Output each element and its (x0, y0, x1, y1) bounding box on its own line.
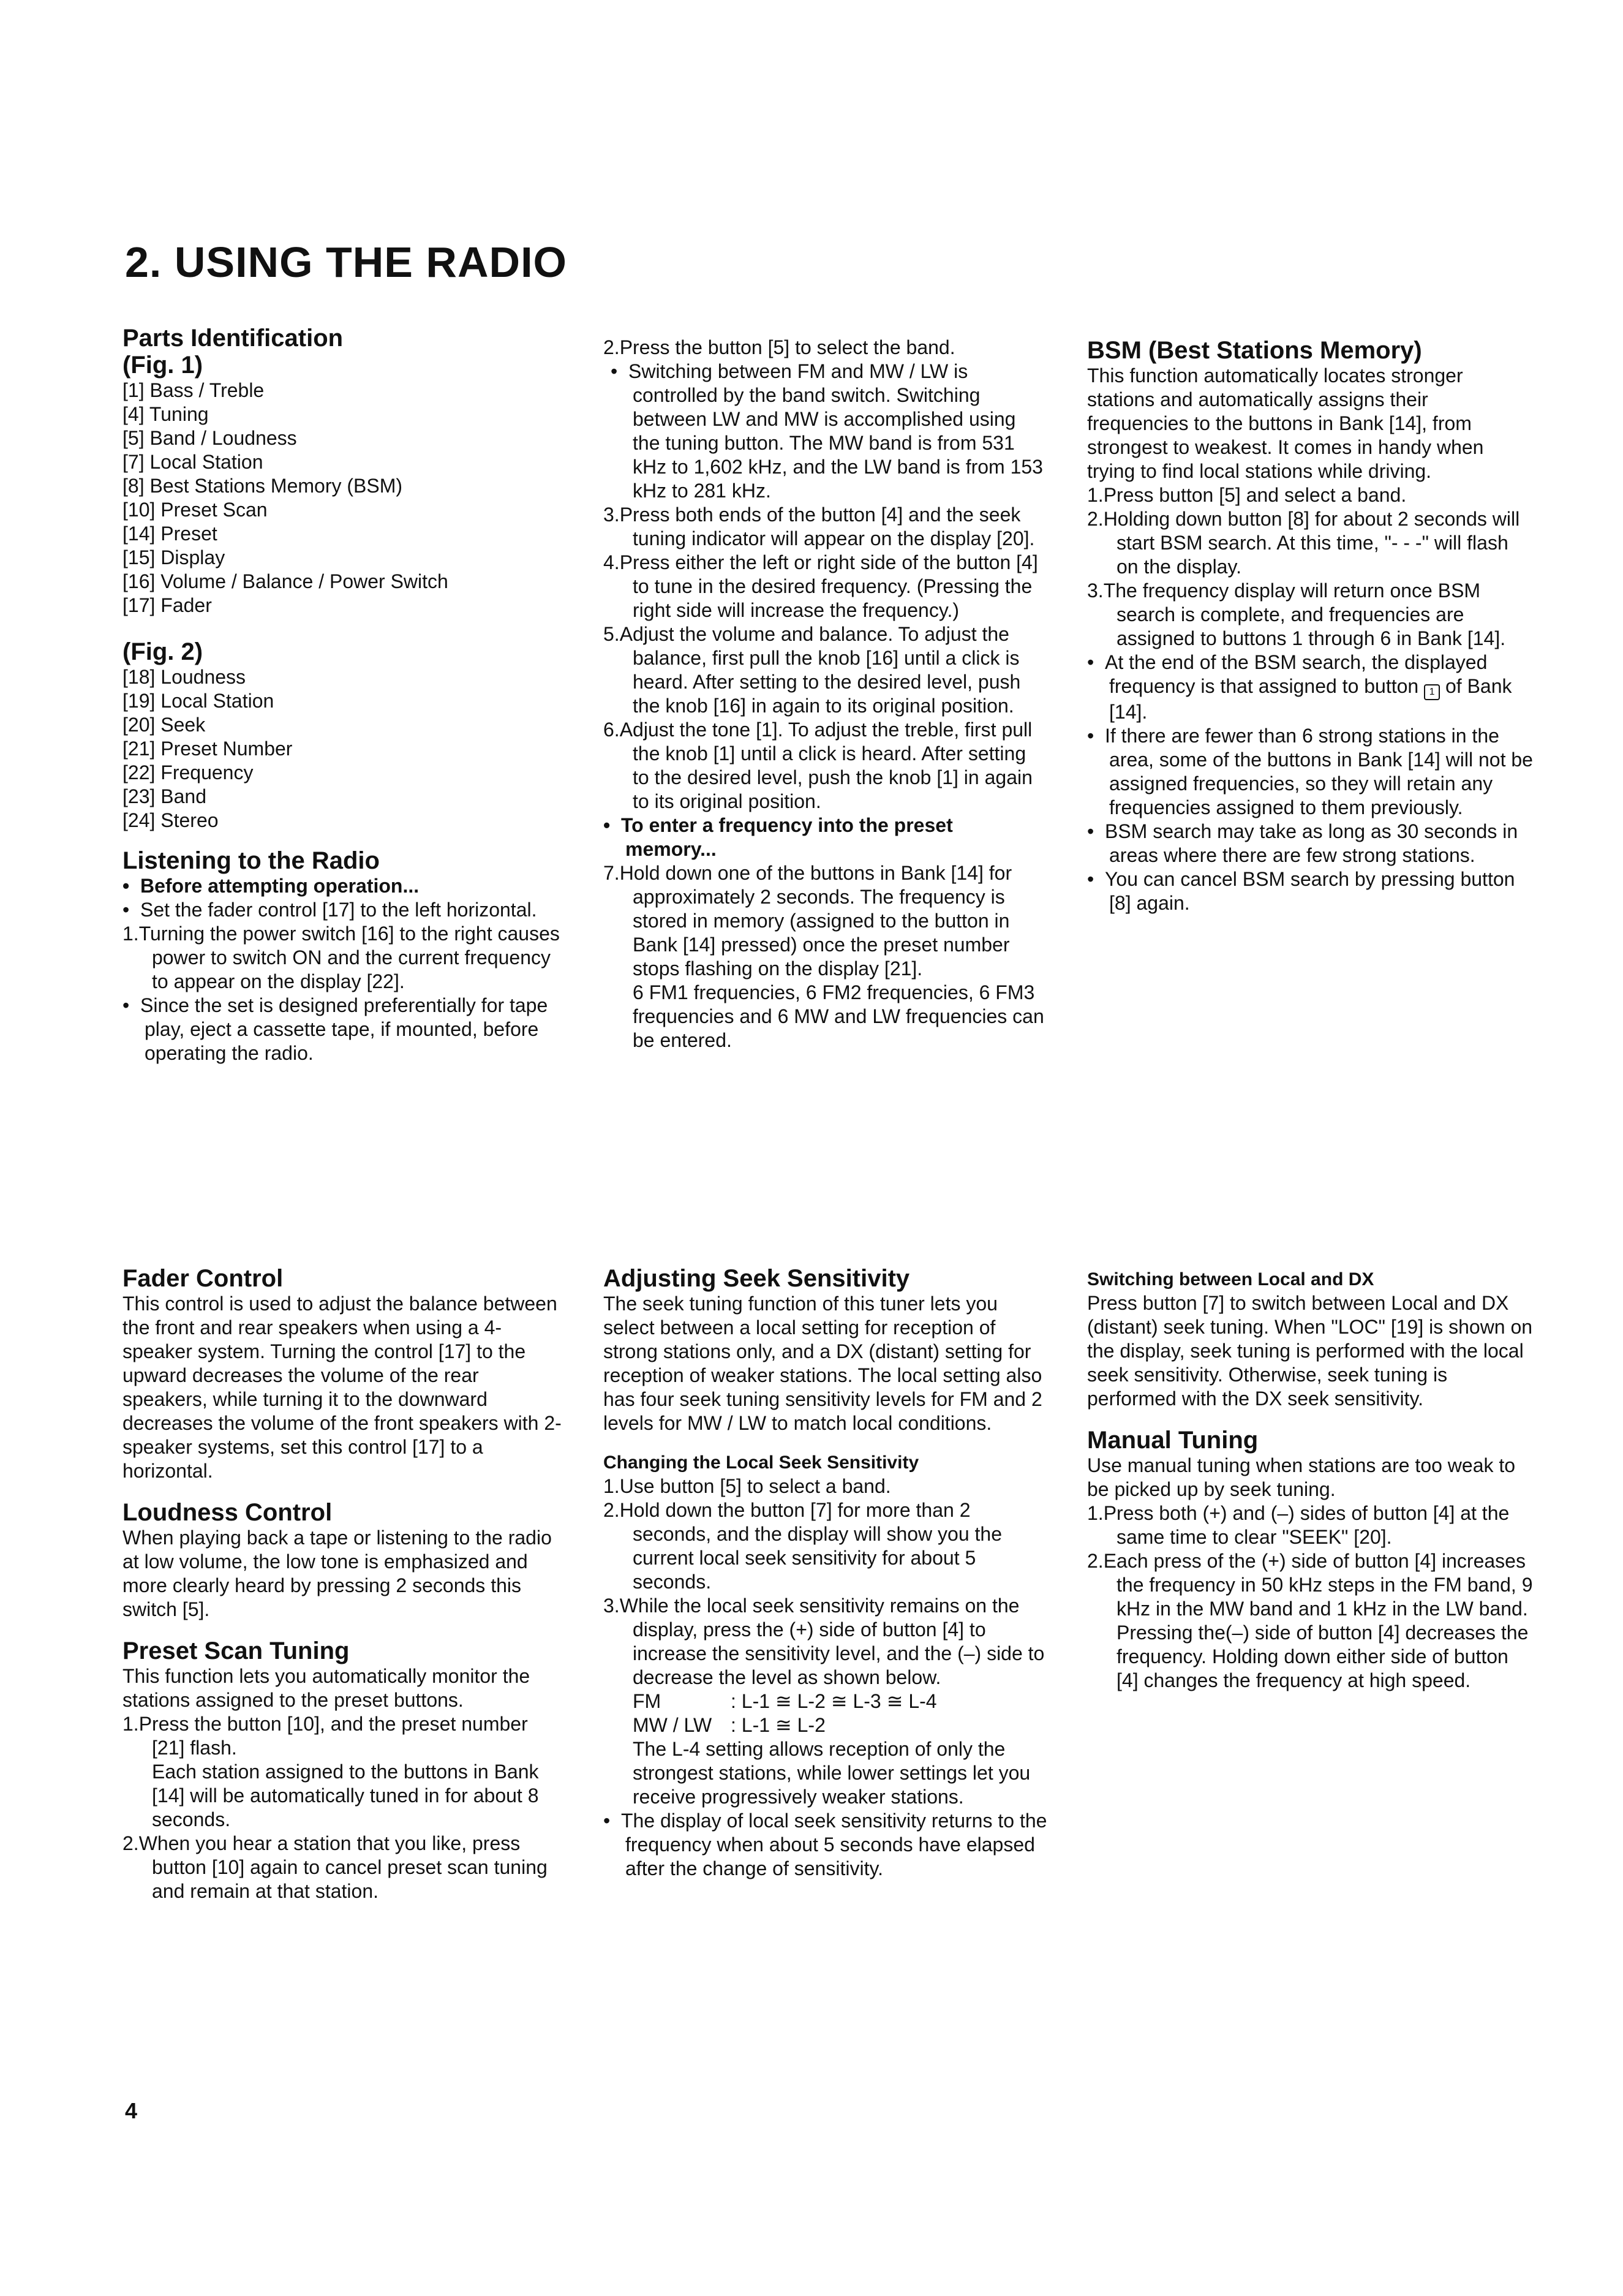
list-item: [22] Frequency (122, 761, 254, 784)
manual-tuning-heading: Manual Tuning (1087, 1427, 1259, 1454)
numbered-step: 1.Press the button [10], and the preset number [21] flash. (122, 1713, 528, 1759)
step-note: Each station assigned to the buttons in Bank [14] will be automatically tuned in for about 8 seconds. (152, 1761, 539, 1830)
numbered-step: 2.Press the button [5] to select the band. (603, 336, 955, 358)
bullet-text: Set the fader control [17] to the left horizontal. (140, 899, 537, 921)
seek-text: The seek tuning function of this tuner lets you select between a local setting for reception of strong stations only, and a DX (distant) setting for reception of weaker stations. The local setting also has four seek tuning sensitivity levels for FM and 2 levels for MW / LW to match local conditions. (603, 1293, 1042, 1434)
list-item: [18] Loudness (122, 666, 246, 688)
numbered-step: 2.Hold down the button [7] for more than 2 seconds, and the display will show you the current local seek sensitivity for about 5 seconds. (603, 1499, 1003, 1593)
preset-scan-text: This function lets you automatically monitor the stations assigned to the preset buttons. (122, 1665, 530, 1711)
column-3-bottom (1087, 1268, 1534, 1693)
manual-tuning-text: Use manual tuning when stations are too weak to be picked up by seek tuning. (1087, 1454, 1516, 1500)
step-note: 6 FM1 frequencies, 6 FM2 frequencies, 6 FM3 frequencies and 6 MW and LW frequencies can be entered. (633, 981, 1044, 1051)
fm-label: FM (633, 1690, 661, 1712)
bullet-text: of Bank [14]. (1109, 675, 1512, 723)
fig1-label: (Fig. 1) (122, 352, 203, 379)
numbered-step: 3.While the local seek sensitivity remains on the display, press the (+) side of button [4] to increase the sensitivity level, and the (–) side to decrease the level as shown below. (603, 1595, 1045, 1688)
list-item: [20] Seek (122, 714, 206, 736)
bullet-text: Switching between FM and MW / LW is controlled by the band switch. Switching between LW and MW is accomplished using the tuning button. The MW band is from 531 kHz to 1,602 kHz, and the LW band is from 153 kHz to 281 kHz. (628, 360, 1043, 502)
fig2-label: (Fig. 2) (122, 638, 203, 665)
list-item: [4] Tuning (122, 403, 209, 425)
numbered-step: 1.Press both (+) and (–) sides of button [4] at the same time to clear "SEEK" [20]. (1087, 1502, 1510, 1548)
list-item: [24] Stereo (122, 809, 219, 831)
bullet-item: • Since the set is designed preferentially for tape play, eject a cassette tape, if mounted, before operating the radio. (122, 994, 548, 1064)
fader-heading: Fader Control (122, 1265, 284, 1292)
bullet-item: • At the end of the BSM search, the displayed frequency is that assigned to button 1 of Bank [14]. (1087, 651, 1512, 723)
numbered-step: 2.Each press of the (+) side of button [4] increases the frequency in 50 kHz steps in the FM band, 9 kHz in the MW band and 1 kHz in the LW band. Pressing the(–) side of button [4] decreases the frequency. Holding down either side of button [4] changes the frequency at high speed. (1087, 1550, 1533, 1691)
numbered-step: 7.Hold down one of the buttons in Bank [14] for approximately 2 seconds. The frequency is stored in memory (assigned to the button in Bank [14] pressed) once the preset number stops flashing on the display [21]. (603, 862, 1012, 980)
bullet-text: The display of local seek sensitivity returns to the frequency when about 5 seconds have elapsed after the change of sensitivity. (620, 1810, 1047, 1879)
numbered-step: 6.Adjust the tone [1]. To adjust the treble, first pull the knob [1] until a click is heard. After setting to the desired level, push the knob [1] in again to its original position. (603, 719, 1033, 812)
bullet-item: • Switching between FM and MW / LW is controlled by the band switch. Switching between LW and MW is accomplished using the tuning button. The MW band is from 531 kHz to 1,602 kHz, and the LW band is from 153 kHz to 281 kHz. (611, 360, 1043, 502)
bullet-text: BSM search may take as long as 30 seconds in areas where there are few strong stations. (1104, 820, 1518, 866)
fm-levels: : L-1 ≅ L-2 ≅ L-3 ≅ L-4 (731, 1690, 937, 1712)
bullet-item: • Before attempting operation... (122, 875, 420, 897)
mw-levels: : L-1 ≅ L-2 (731, 1714, 826, 1736)
list-item: [14] Preset (122, 523, 217, 545)
list-item: [17] Fader (122, 594, 212, 616)
parts-heading: Parts Identification (122, 325, 344, 352)
list-item: [16] Volume / Balance / Power Switch (122, 570, 448, 592)
fig1-list (122, 379, 563, 617)
list-item: [7] Local Station (122, 451, 263, 473)
numbered-step: 1.Press button [5] and select a band. (1087, 484, 1407, 506)
numbered-step: 5.Adjust the volume and balance. To adjust the balance, first pull the knob [16] until a click is heard. After setting to the desired level, push the knob [16] in again to its original position. (603, 623, 1021, 717)
numbered-step: 2.Holding down button [8] for about 2 seconds will start BSM search. At this time, "- - -" will flash on the display. (1087, 508, 1520, 578)
bullet-text: To enter a frequency into the preset memory... (620, 814, 953, 860)
bullet-item: • To enter a frequency into the preset memory... (603, 814, 953, 860)
bsm-intro: This function automatically locates stronger stations and automatically assigns their frequencies to the buttons in Bank [14], from strongest to weakest. It comes in handy when trying to find local stations while driving. (1087, 364, 1484, 482)
bullet-text: You can cancel BSM search by pressing button [8] again. (1104, 868, 1515, 914)
bullet-text: Before attempting operation... (140, 875, 420, 897)
column-1-top (122, 325, 563, 1065)
list-item: [1] Bass / Treble (122, 379, 265, 401)
list-item: [15] Display (122, 546, 225, 568)
column-2-bottom (603, 1265, 1047, 1881)
bullet-item: • Set the fader control [17] to the left horizontal. (122, 899, 537, 921)
bullet-text: Since the set is designed preferentially for tape play, eject a cassette tape, if mounted, before operating the radio. (140, 994, 548, 1064)
list-item: [23] Band (122, 785, 206, 807)
bullet-item: • BSM search may take as long as 30 seconds in areas where there are few strong stations. (1087, 820, 1518, 866)
sensitivity-row-fm (603, 1690, 1047, 1713)
loudness-heading: Loudness Control (122, 1499, 333, 1526)
numbered-step: 2.When you hear a station that you like, press button [10] again to cancel preset scan tuning and remain at that station. (122, 1832, 548, 1902)
listening-heading: Listening to the Radio (122, 847, 380, 874)
loudness-text: When playing back a tape or listening to the radio at low volume, the low tone is emphasized and more clearly heard by pressing 2 seconds this switch [5]. (122, 1527, 552, 1620)
list-item: [10] Preset Scan (122, 499, 268, 521)
list-item: [5] Band / Loudness (122, 427, 297, 449)
bullet-text: At the end of the BSM search, the displayed frequency is that assigned to button (1104, 651, 1488, 697)
column-1-bottom (122, 1265, 563, 1903)
preset-scan-heading: Preset Scan Tuning (122, 1637, 350, 1664)
button-one-icon: 1 (1424, 684, 1440, 700)
numbered-step: 1.Turning the power switch [16] to the right causes power to switch ON and the current frequency to appear on the display [22]. (122, 923, 560, 992)
list-item: [8] Best Stations Memory (BSM) (122, 475, 403, 497)
step-note: The L-4 setting allows reception of only the strongest stations, while lower settings let you receive progressively weaker stations. (633, 1738, 1031, 1808)
switch-local-dx-text: Press button [7] to switch between Local and DX (distant) seek tuning. When "LOC" [19] is shown on the display, seek tuning is performed with the local seek sensitivity. Otherwise, seek tuning is performed with the DX seek sensitivity. (1087, 1292, 1533, 1410)
bullet-item: • If there are fewer than 6 strong stations in the area, some of the buttons in Bank [14] will not be assigned frequencies, so they will retain any frequencies assigned to them previously. (1087, 725, 1533, 818)
sensitivity-row-mw (603, 1713, 1047, 1737)
numbered-step: 3.The frequency display will return once BSM search is complete, and frequencies are assigned to buttons 1 through 6 in Bank [14]. (1087, 580, 1506, 649)
page-title: 2. USING THE RADIO (125, 238, 567, 286)
bullet-item: • You can cancel BSM search by pressing button [8] again. (1087, 868, 1515, 914)
fig2-list (122, 665, 563, 833)
column-2-top (603, 336, 1047, 1052)
seek-heading: Adjusting Seek Sensitivity (603, 1265, 910, 1292)
mw-label: MW / LW (633, 1714, 712, 1736)
change-sensitivity-heading: Changing the Local Seek Sensitivity (603, 1452, 919, 1473)
bullet-item: • The display of local seek sensitivity returns to the frequency when about 5 seconds have elapsed after the change of sensitivity. (603, 1810, 1047, 1879)
switch-local-dx-heading: Switching between Local and DX (1087, 1269, 1374, 1290)
bullet-text: If there are fewer than 6 strong stations in the area, some of the buttons in Bank [14] will not be assigned frequencies, so they will retain any frequencies assigned to them previously. (1104, 725, 1533, 818)
numbered-step: 1.Use button [5] to select a band. (603, 1475, 891, 1497)
bsm-heading: BSM (Best Stations Memory) (1087, 337, 1422, 364)
numbered-step: 3.Press both ends of the button [4] and the seek tuning indicator will appear on the display [20]. (603, 504, 1035, 549)
list-item: [21] Preset Number (122, 738, 293, 760)
list-item: [19] Local Station (122, 690, 274, 712)
fader-text: This control is used to adjust the balance between the front and rear speakers when using a 4-speaker system. Turning the control [17] to the upward decreases the volume of the rear speakers, while turning it to the downward decreases the volume of the front speakers with 2-speaker systems, set this control [17] to a horizontal. (122, 1293, 562, 1482)
numbered-step: 4.Press either the left or right side of the button [4] to tune in the desired frequency. (Pressing the right side will increase the frequency.) (603, 551, 1038, 621)
column-3-top (1087, 337, 1534, 915)
page-number: 4 (125, 2098, 138, 2123)
